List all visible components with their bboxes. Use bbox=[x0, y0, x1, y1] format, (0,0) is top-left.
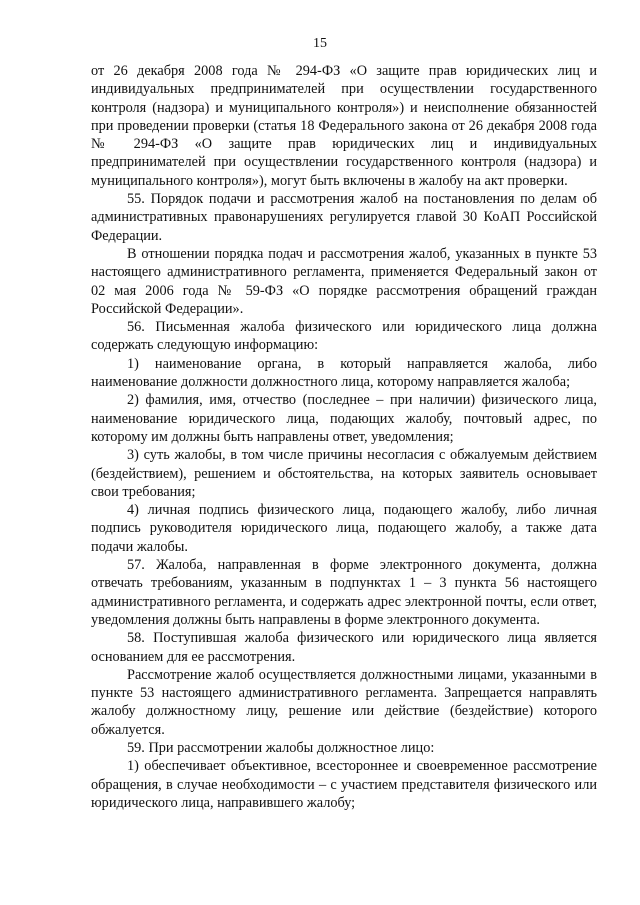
paragraph: 59. При рассмотрении жалобы должностное лицо: bbox=[127, 739, 435, 756]
paragraph: 55. Порядок подачи и рассмотрения жалоб на постановления по делам об административных правонарушениях регулируется главой 30 КоАП Российской Федерации. bbox=[91, 191, 597, 244]
paragraph: от 26 декабря 2008 года № 294-ФЗ «О защите прав юридических лиц и индивидуальных предпринимателей при осуществлении государственного контроля (надзора) и муниципального контроля») и неисполнение обязанностей при проведении проверки (статья 18 Федерального закона от 26 декабря 2008 года № 294-ФЗ «О защите прав юридических лиц и индивидуальных предпринимателей при осуществлении государственного контроля (надзора) и муниципального контроля»), могут быть включены в жалобу на акт проверки. bbox=[91, 63, 597, 189]
paragraph: 57. Жалоба, направленная в форме электронного документа, должна отвечать требованиям, указанным в подпунктах 1 – 3 пункта 56 настоящего административного регламента, и содержать адрес электронной почты, если ответ, уведомления должны быть направлены в форме электронного документа. bbox=[91, 557, 597, 628]
list-item: 2) фамилия, имя, отчество (последнее – при наличии) физического лица, наименование юридического лица, подающих жалобу, почтовый адрес, по которому им должны быть направлены ответ, уведомления; bbox=[91, 392, 597, 445]
list-item: 1) наименование органа, в который направляется жалоба, либо наименование должности должностного лица, которому направляется жалоба; bbox=[91, 355, 597, 391]
document-body bbox=[91, 62, 597, 812]
list-item: 3) суть жалобы, в том числе причины несогласия с обжалуемым действием (бездействием), решением и обстоятельства, на которых заявитель основывает свои требования; bbox=[91, 447, 597, 500]
page-number: 15 bbox=[313, 36, 327, 51]
list-item: 4) личная подпись физического лица, подающего жалобу, либо личная подпись руководителя юридического лица, подающего жалобу, а также дата подачи жалобы. bbox=[91, 502, 597, 555]
paragraph: 56. Письменная жалоба физического или юридического лица должна содержать следующую информацию: bbox=[91, 319, 597, 354]
paragraph: В отношении порядка подач и рассмотрения жалоб, указанных в пункте 53 настоящего административного регламента, применяется Федеральный закон от 02 мая 2006 года № 59-ФЗ «О порядке рассмотрения обращений граждан Российской Федерации». bbox=[91, 245, 597, 317]
paragraph: Рассмотрение жалоб осуществляется должностными лицами, указанными в пункте 53 настоящего административного регламента. Запрещается направлять жалобу должностному лицу, решение или действие (бездействие) которого обжалуется. bbox=[91, 666, 597, 738]
paragraph: 58. Поступившая жалоба физического или юридического лица является основанием для ее рассмотрения. bbox=[91, 630, 597, 665]
list-item: 1) обеспечивает объективное, всестороннее и своевременное рассмотрение обращения, в случае необходимости – с участием представителя физического или юридического лица, направившего жалобу; bbox=[91, 758, 597, 811]
